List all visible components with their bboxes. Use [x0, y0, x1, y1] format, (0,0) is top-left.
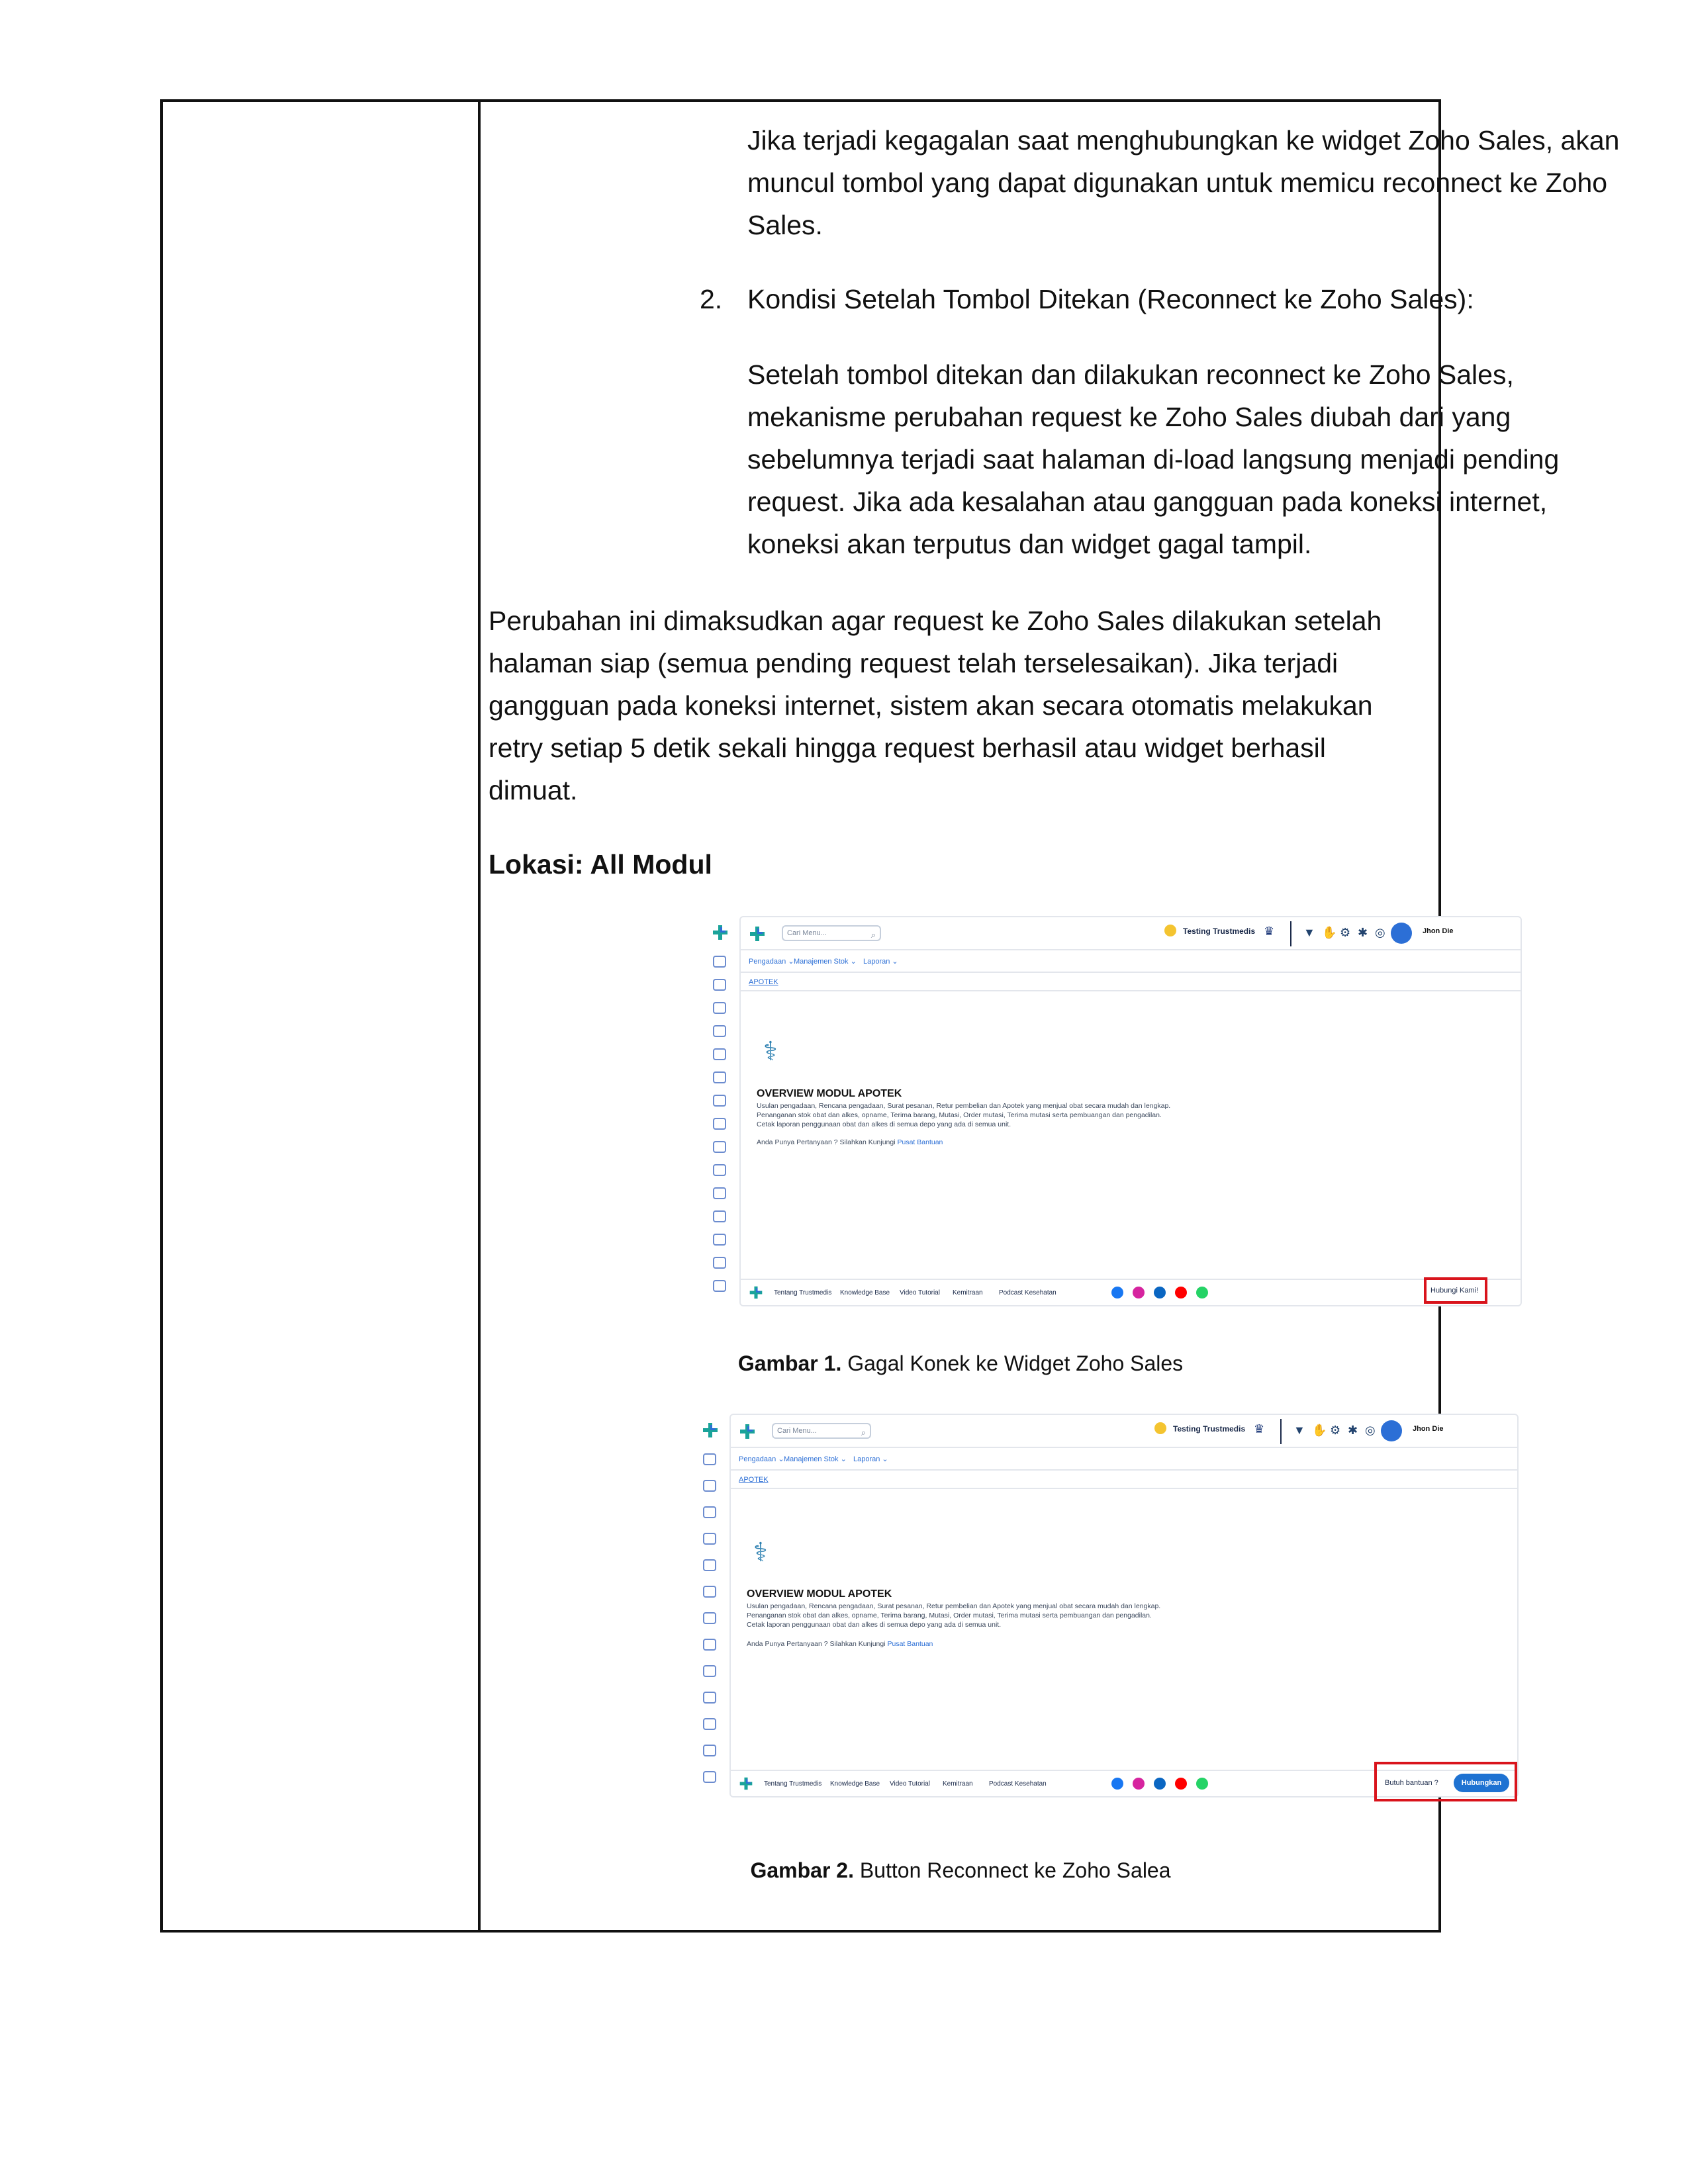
- module-icon[interactable]: [703, 1665, 716, 1677]
- hand-icon[interactable]: ✋: [1322, 926, 1337, 939]
- overview-line: Usulan pengadaan, Rencana pengadaan, Surat pesanan, Retur pembelian dan Apotek yang menjual obat secara mudah dan lengkap.: [747, 1602, 1161, 1610]
- crown-icon[interactable]: ♛: [1264, 925, 1275, 938]
- footer-link[interactable]: Video Tutorial: [890, 1780, 930, 1788]
- contact-us-widget[interactable]: Hubungi Kami!: [1430, 1287, 1479, 1295]
- overview-title: OVERVIEW MODUL APOTEK: [757, 1088, 902, 1099]
- menu-manajemen-stok[interactable]: Manajemen Stok ⌄: [784, 1455, 847, 1463]
- menu-pengadaan[interactable]: Pengadaan ⌄: [739, 1455, 784, 1463]
- help-center-link[interactable]: Pusat Bantuan: [887, 1640, 933, 1648]
- footer-link[interactable]: Kemitraan: [953, 1289, 983, 1297]
- youtube-icon[interactable]: [1175, 1287, 1187, 1298]
- facebook-icon[interactable]: [1111, 1287, 1123, 1298]
- overview-line: Cetak laporan penggunaan obat dan alkes di semua depo yang ada di semua unit.: [747, 1621, 1002, 1629]
- tools-icon[interactable]: ✱: [1348, 1424, 1358, 1437]
- facebook-icon[interactable]: [1111, 1778, 1123, 1790]
- module-icon[interactable]: [713, 979, 726, 991]
- screenshot-reconnect-button: [698, 1414, 1519, 1797]
- app-frame: [739, 916, 1522, 1306]
- list-number: 2.: [700, 284, 723, 314]
- module-icon[interactable]: [703, 1559, 716, 1571]
- menu-laporan[interactable]: Laporan ⌄: [853, 1455, 888, 1463]
- app-logo-icon: [712, 924, 729, 941]
- help-icon[interactable]: ◎: [1365, 1424, 1376, 1437]
- paragraph-widget-failure: Jika terjadi kegagalan saat menghubungkan ke widget Zoho Sales, akan muncul tombol yang dapat digunakan untuk memicu reconnect ke Zoho Sales.: [747, 125, 1620, 240]
- module-icon[interactable]: [703, 1533, 716, 1545]
- gear-icon[interactable]: ⚙: [1340, 926, 1351, 939]
- clinic-icon: [1164, 925, 1176, 936]
- module-icon[interactable]: [713, 1071, 726, 1083]
- help-question-text: Anda Punya Pertanyaan ? Silahkan Kunjungi: [757, 1138, 896, 1146]
- module-icon[interactable]: [713, 1257, 726, 1269]
- whatsapp-icon[interactable]: [1196, 1287, 1208, 1298]
- linkedin-icon[interactable]: [1154, 1287, 1166, 1298]
- document-table: [160, 99, 1620, 1933]
- search-icon: ⌕: [870, 930, 876, 940]
- hand-icon[interactable]: ✋: [1312, 1424, 1327, 1437]
- module-icon[interactable]: [713, 1141, 726, 1153]
- overview-line: Penanganan stok obat dan alkes, opname, Terima barang, Mutasi, Order mutasi, Terima mutasi serta pembuangan dan pengadilan.: [757, 1111, 1162, 1119]
- app-logo-icon: [739, 1776, 753, 1791]
- module-icon[interactable]: [703, 1771, 716, 1783]
- figure-2-label: Gambar 2.: [750, 1858, 854, 1882]
- overview-description: [757, 1101, 1273, 1129]
- overview-line: Penanganan stok obat dan alkes, opname, Terima barang, Mutasi, Order mutasi, Terima mutasi serta pembuangan dan pengadilan.: [747, 1612, 1152, 1619]
- help-center-link[interactable]: Pusat Bantuan: [897, 1138, 943, 1146]
- figure-1-label: Gambar 1.: [737, 1351, 842, 1375]
- footer-link[interactable]: Knowledge Base: [840, 1289, 890, 1297]
- app-sidebar: [708, 916, 735, 1306]
- app-logo-icon: [702, 1422, 719, 1439]
- module-icon[interactable]: [713, 1187, 726, 1199]
- search-placeholder: Cari Menu...: [777, 1427, 817, 1435]
- footer-link[interactable]: Tentang Trustmedis: [774, 1289, 832, 1297]
- gear-icon[interactable]: ⚙: [1330, 1424, 1341, 1437]
- clinic-icon: [1154, 1422, 1166, 1434]
- footer-link[interactable]: Tentang Trustmedis: [764, 1780, 822, 1788]
- app-topbar: [731, 1415, 1517, 1448]
- module-icon[interactable]: [713, 1234, 726, 1246]
- module-icon[interactable]: [703, 1639, 716, 1651]
- menu-manajemen-stok[interactable]: Manajemen Stok ⌄: [794, 958, 857, 966]
- user-name: Jhon Die: [1413, 1425, 1444, 1433]
- overview-line: Usulan pengadaan, Rencana pengadaan, Surat pesanan, Retur pembelian dan Apotek yang menjual obat secara mudah dan lengkap.: [757, 1102, 1171, 1110]
- overview-description: [747, 1602, 1263, 1629]
- crown-icon[interactable]: ♛: [1254, 1422, 1265, 1435]
- app-topbar: [741, 917, 1521, 950]
- module-icon[interactable]: [713, 1048, 726, 1060]
- breadcrumb[interactable]: APOTEK: [739, 1476, 769, 1484]
- figure-2-text: Button Reconnect ke Zoho Salea: [859, 1858, 1171, 1882]
- module-menubar: [741, 952, 1521, 973]
- module-icon[interactable]: [703, 1718, 716, 1730]
- footer-link[interactable]: Video Tutorial: [900, 1289, 940, 1297]
- location-value: All Modul: [590, 849, 712, 880]
- module-icon[interactable]: [703, 1745, 716, 1756]
- module-icon[interactable]: [713, 1164, 726, 1176]
- menu-laporan[interactable]: Laporan ⌄: [863, 958, 898, 966]
- overview-title: OVERVIEW MODUL APOTEK: [747, 1588, 892, 1600]
- module-icon[interactable]: [703, 1612, 716, 1624]
- app-logo-icon: [749, 1285, 763, 1300]
- module-icon[interactable]: [703, 1480, 716, 1492]
- topbar-divider: [1280, 1419, 1282, 1444]
- search-icon: ⌕: [861, 1428, 866, 1437]
- whatsapp-icon[interactable]: [1196, 1778, 1208, 1790]
- breadcrumb-divider: [741, 990, 1521, 991]
- module-icon[interactable]: [713, 1025, 726, 1037]
- paragraph-purpose: Perubahan ini dimaksudkan agar request ke Zoho Sales dilakukan setelah halaman siap (semua pending request telah terselesaikan). Jika terjadi gangguan pada koneksi internet, sistem akan secara otomatis melakukan retry setiap 5 detik sekali hingga request berhasil atau widget berhasil dimuat.: [489, 606, 1382, 805]
- module-menubar: [731, 1449, 1517, 1471]
- location-line: [489, 843, 712, 886]
- footer-link[interactable]: Kemitraan: [943, 1780, 973, 1788]
- clinic-name: Testing Trustmedis: [1183, 927, 1256, 936]
- module-icon[interactable]: [703, 1586, 716, 1598]
- cart-icon[interactable]: ▼: [1303, 926, 1315, 939]
- figure-1-caption: [481, 1349, 1440, 1378]
- app-footer: [731, 1770, 1517, 1796]
- help-question: [747, 1640, 933, 1648]
- youtube-icon[interactable]: [1175, 1778, 1187, 1790]
- module-icon[interactable]: [703, 1692, 716, 1704]
- user-name: Jhon Die: [1423, 927, 1454, 935]
- app-logo-icon: [739, 1423, 756, 1440]
- breadcrumb[interactable]: APOTEK: [749, 978, 778, 986]
- avatar[interactable]: [1381, 1420, 1402, 1441]
- footer-link[interactable]: Knowledge Base: [830, 1780, 880, 1788]
- avatar[interactable]: [1391, 923, 1412, 944]
- app-sidebar: [698, 1414, 726, 1797]
- module-icon[interactable]: [713, 1280, 726, 1292]
- linkedin-icon[interactable]: [1154, 1778, 1166, 1790]
- module-icon[interactable]: [713, 1210, 726, 1222]
- app-frame: [729, 1414, 1519, 1797]
- menu-icon[interactable]: [703, 1453, 716, 1465]
- search-placeholder: Cari Menu...: [787, 929, 827, 937]
- footer-link[interactable]: Podcast Kesehatan: [999, 1289, 1056, 1297]
- module-icon[interactable]: [713, 1002, 726, 1014]
- module-icon[interactable]: [713, 1118, 726, 1130]
- breadcrumb-divider: [731, 1488, 1517, 1489]
- pharmacy-icon: ⚕: [763, 1037, 778, 1066]
- figure-1-text: Gagal Konek ke Widget Zoho Sales: [847, 1351, 1184, 1375]
- app-footer: [741, 1279, 1521, 1305]
- module-icon[interactable]: [713, 1095, 726, 1107]
- app-logo-icon: [749, 925, 766, 942]
- need-help-text: Butuh bantuan ?: [1385, 1779, 1438, 1787]
- clinic-name: Testing Trustmedis: [1173, 1424, 1246, 1433]
- help-question: [757, 1138, 943, 1146]
- cart-icon[interactable]: ▼: [1293, 1424, 1305, 1437]
- left-cell: [163, 102, 478, 1930]
- screenshot-failed-connection: [708, 916, 1522, 1306]
- location-label: Lokasi:: [489, 849, 584, 880]
- search-input[interactable]: [772, 1423, 871, 1439]
- help-icon[interactable]: ◎: [1375, 926, 1385, 939]
- right-cell: [481, 102, 1620, 1930]
- pharmacy-icon: ⚕: [753, 1538, 768, 1567]
- search-input[interactable]: [782, 925, 881, 941]
- menu-pengadaan[interactable]: Pengadaan ⌄: [749, 958, 794, 966]
- figure-2-caption: [481, 1856, 1440, 1885]
- instagram-icon[interactable]: [1133, 1287, 1145, 1298]
- instagram-icon[interactable]: [1133, 1778, 1145, 1790]
- menu-icon[interactable]: [713, 956, 726, 968]
- tools-icon[interactable]: ✱: [1358, 926, 1368, 939]
- footer-link[interactable]: Podcast Kesehatan: [989, 1780, 1047, 1788]
- list-item-heading: Kondisi Setelah Tombol Ditekan (Reconnect ke Zoho Sales):: [747, 284, 1474, 314]
- paragraph-reconnect-mechanism: Setelah tombol ditekan dan dilakukan reconnect ke Zoho Sales, mekanisme perubahan request ke Zoho Sales diubah dari yang sebelumnya terjadi saat halaman di-load langsung menjadi pending request. Jika ada kesalahan atau gangguan pada koneksi internet, koneksi akan terputus dan widget gagal tampil.: [747, 359, 1560, 559]
- help-question-text: Anda Punya Pertanyaan ? Silahkan Kunjungi: [747, 1640, 886, 1648]
- module-icon[interactable]: [703, 1506, 716, 1518]
- overview-line: Cetak laporan penggunaan obat dan alkes di semua depo yang ada di semua unit.: [757, 1120, 1011, 1128]
- topbar-divider: [1290, 921, 1291, 946]
- reconnect-button[interactable]: Hubungkan: [1454, 1774, 1509, 1792]
